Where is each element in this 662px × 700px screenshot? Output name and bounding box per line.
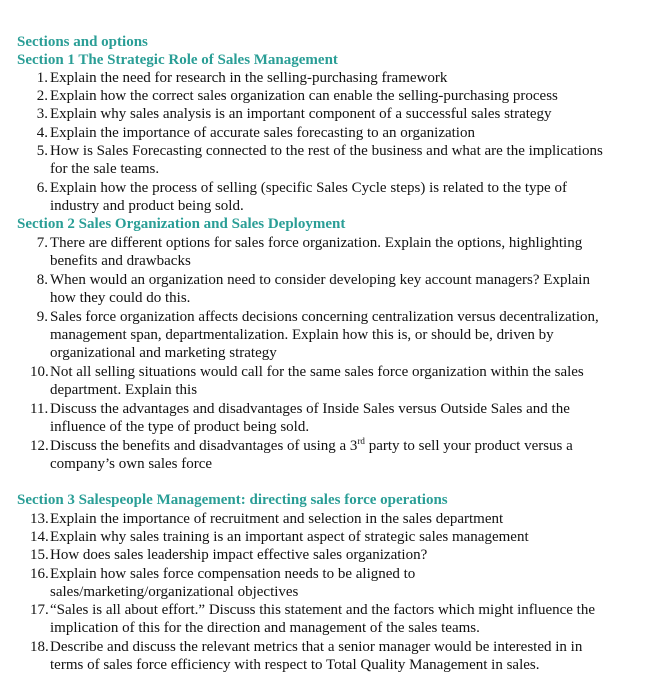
item-text-line-2: terms of sales force efficiency with respect to Total Quality Management in sales. xyxy=(50,657,540,673)
item-number: 8. xyxy=(36,272,48,288)
item-text-line-2: for the sale teams. xyxy=(50,161,160,177)
item-text-line-2: industry and product being sold. xyxy=(50,198,244,214)
item-text-line-1: Not all selling situations would call for the same sales force organization within the sales xyxy=(50,364,584,380)
item-text-line-2: management span, departmentalization. Explain how this is, or should be, driven by xyxy=(50,327,554,343)
item-text: How does sales leadership impact effective sales organization? xyxy=(50,547,428,563)
item-text-line-2: company’s own sales force xyxy=(50,456,213,472)
section-2-heading: Section 2 Sales Organization and Sales Deployment xyxy=(17,216,346,232)
item-text-line-2: sales/marketing/organizational objectives xyxy=(50,584,299,600)
item-number: 6. xyxy=(36,180,48,196)
item-text-line-1: Sales force organization affects decisions concerning centralization versus decentralization, xyxy=(50,309,599,325)
item-text: Explain the need for research in the selling-purchasing framework xyxy=(50,70,448,86)
item-text: Explain why sales training is an important aspect of strategic sales management xyxy=(50,529,529,545)
item-text-line-1: Discuss the advantages and disadvantages of Inside Sales versus Outside Sales and the xyxy=(50,401,570,417)
item-text-line-1: How is Sales Forecasting connected to the rest of the business and what are the implications xyxy=(50,143,603,159)
item-text-line-1 xyxy=(50,437,650,455)
item-text-line-2: how they could do this. xyxy=(50,290,191,306)
item-number: 17. xyxy=(30,602,49,618)
item-number: 15. xyxy=(30,547,49,563)
item-number: 7. xyxy=(36,235,48,251)
item-text-part: party to sell your product versus a xyxy=(364,438,573,454)
item-number: 13. xyxy=(30,511,49,527)
item-text-part: Discuss the benefits and disadvantages of using a 3 xyxy=(50,438,358,454)
item-number: 5. xyxy=(36,143,48,159)
item-number: 14. xyxy=(30,529,49,545)
ordinal-suffix: rd xyxy=(357,436,365,446)
item-number: 12. xyxy=(30,438,49,454)
item-text-line-1: “Sales is all about effort.” Discuss this statement and the factors which might influence the xyxy=(50,602,595,618)
item-text-line-1: Describe and discuss the relevant metrics that a senior manager would be interested in in xyxy=(50,639,583,655)
item-text-line-2: department. Explain this xyxy=(50,382,198,398)
item-text-line-1: There are different options for sales force organization. Explain the options, highlighting xyxy=(50,235,583,251)
item-text-line-1: When would an organization need to consider developing key account managers? Explain xyxy=(50,272,590,288)
item-number: 11. xyxy=(30,401,49,417)
item-text: Explain the importance of accurate sales forecasting to an organization xyxy=(50,125,475,141)
item-number: 16. xyxy=(30,566,49,582)
item-text-line-2: influence of the type of product being sold. xyxy=(50,419,310,435)
document-title: Sections and options xyxy=(17,34,148,50)
item-number: 1. xyxy=(36,70,48,86)
item-text-line-3: organizational and marketing strategy xyxy=(50,345,277,361)
item-number: 3. xyxy=(36,106,48,122)
item-text: Explain the importance of recruitment and selection in the sales department xyxy=(50,511,504,527)
section-3-heading: Section 3 Salespeople Management: directing sales force operations xyxy=(17,492,448,508)
item-text-line-2: benefits and drawbacks xyxy=(50,253,191,269)
item-text: Explain why sales analysis is an important component of a successful sales strategy xyxy=(50,106,552,122)
section-1-heading: Section 1 The Strategic Role of Sales Management xyxy=(17,52,338,68)
item-text-line-1: Explain how the process of selling (specific Sales Cycle steps) is related to the type of xyxy=(50,180,567,196)
item-number: 4. xyxy=(36,125,48,141)
item-number: 9. xyxy=(36,309,48,325)
item-number: 18. xyxy=(30,639,49,655)
item-number: 10. xyxy=(30,364,49,380)
item-number: 2. xyxy=(36,88,48,104)
item-text-line-1: Explain how sales force compensation needs to be aligned to xyxy=(50,566,416,582)
item-text-line-2: implication of this for the direction and management of the sales teams. xyxy=(50,620,480,636)
item-text: Explain how the correct sales organization can enable the selling-purchasing process xyxy=(50,88,558,104)
